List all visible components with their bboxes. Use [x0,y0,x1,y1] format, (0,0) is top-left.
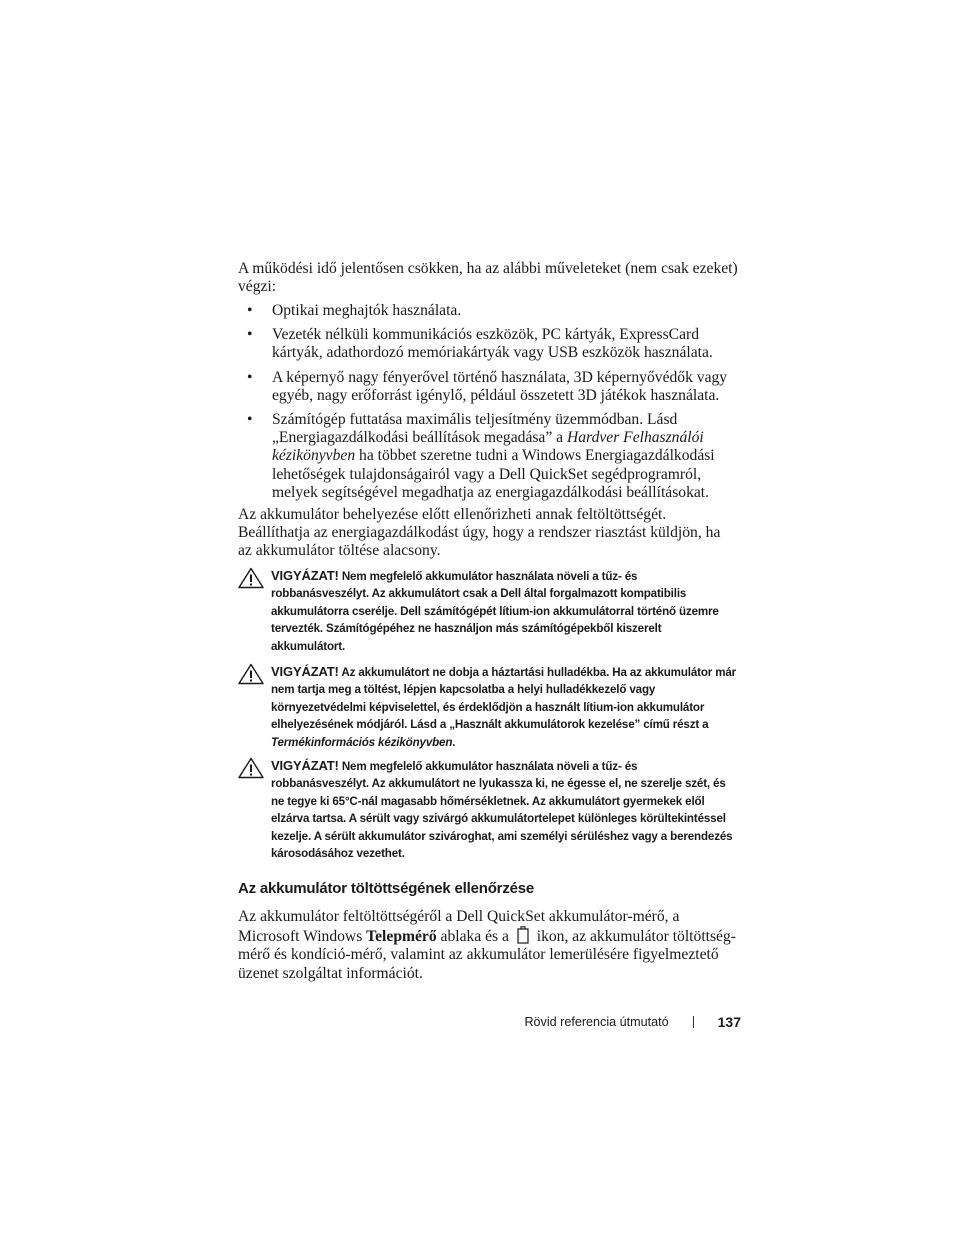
warning-triangle-icon [238,757,264,779]
warning-triangle-icon [238,567,264,589]
paragraph-text: ablaka és a [440,928,509,946]
list-item-text: Vezeték nélküli kommunikációs eszközök, PC kártyák, ExpressCard kártyák, adathordozó memóriakártyák vagy USB eszközök használata. [272,326,713,362]
caution-label: VIGYÁZAT! [271,664,339,679]
bullet-symbol: • [247,326,253,344]
caution-notice [238,757,738,862]
footer-divider [693,1016,694,1028]
caution-text: Nem megfelelő akkumulátor használata növeli a tűz- és robbanásveszélyt. Az akkumulátort csak a Dell által forgalmazott kompatibilis akkumulátorra cserélje. Dell számítógépét lítium-ion akkumulátorral történő üzemre tervezték. Számítógépéhez ne használjon más számítógépekből kiszerelt akkumulátort. [271,570,719,653]
battery-icon [517,926,529,944]
list-item-text: Számítógép futtatása maximális teljesítmény üzemmódban. Lásd „Energiagazdálkodási beállítások megadása” a [272,411,678,447]
battery-meter-window-name: Telepmérő [366,928,437,946]
caution-label: VIGYÁZAT! [271,568,339,583]
page-number: 137 [717,1014,741,1030]
bullet-symbol: • [247,411,253,429]
list-item [238,369,738,405]
list-item-text: A képernyő nagy fényerővel történő használata, 3D képernyővédők vagy egyéb, nagy erőforrást igénylő, például összetett 3D játékok használata. [272,368,728,404]
caution-text-end: . [452,735,456,749]
paragraph-text: Az akkumulátor feltöltöttségéről a Dell QuickSet akkumulátor-mérő, a Microsoft Windows [238,908,680,946]
intro-paragraph: A működési idő jelentősen csökken, ha az alábbi műveleteket (nem csak ezeket) végzi: [238,260,738,296]
bullet-symbol: • [247,368,253,386]
usage-bullet-list [238,302,738,508]
battery-check-paragraph: Az akkumulátor behelyezése előtt ellenőrizheti annak feltöltöttségét. Beállíthatja az energiagazdálkodást úgy, hogy a rendszer riasztást küldjön, ha az akkumulátor töltése alacsony. [238,506,721,560]
manual-reference: Termékinformációs kézikönyvben [271,735,453,749]
caution-label: VIGYÁZAT! [271,758,339,773]
footer-title: Rövid referencia útmutató [524,1015,669,1029]
bullet-symbol: • [247,302,253,319]
caution-text: Nem megfelelő akkumulátor használata növeli a tűz- és robbanásveszélyt. Az akkumulátort ne lyukassza ki, ne égesse el, ne szerelje szét, és ne tegye ki 65°C-nál magasabb hőmérsékletnek. Az akkumulátort gyermekek elől elzárva tartsa. A sérült vagy szivárgó akkumulátortelepet különleges körültekintéssel kezelje. A sérült akkumulátor szivároghat, ami személyi sérüléshez vagy a berendezés károsodásához vezethet. [271,760,733,861]
list-item [238,326,738,362]
paragraph-text: ikon, az akkumulátor töltöttség-mérő és kondíció-mérő, valamint az akkumulátor lemerülésére figyelmeztető üzenet szolgáltat információt. [238,928,736,982]
warning-triangle-icon [238,663,264,685]
caution-notice [238,567,738,655]
list-item [238,302,738,320]
section-heading: Az akkumulátor töltöttségének ellenőrzése [238,880,535,897]
caution-text: Az akkumulátort ne dobja a háztartási hulladékba. Ha az akkumulátor már nem tartja meg a töltést, lépjen kapcsolatba a helyi hulladékkezelő vagy környezetvédelmi képviselettel, és érdeklődjön a használt lítium-ion akkumulátor elhelyezésének módjáról. Lásd a „Használt akkumulátorok kezelése” című részt a [271,666,737,732]
manual-reference: Hardver Felhasználói kézikönyvben [272,429,704,465]
battery-status-paragraph [238,908,738,983]
list-item-text: Optikai meghajtók használata. [272,302,462,319]
list-item [238,411,738,502]
caution-notice [238,663,738,751]
list-item-text-cont: ha többet szeretne tudni a Windows Energiagazdálkodási lehetőségek tulajdonságairól vagy a Dell QuickSet segédprogramról, melyek segítségével megadhatja az energiagazdálkodási beállításokat. [272,447,715,501]
page-footer [524,1014,741,1030]
